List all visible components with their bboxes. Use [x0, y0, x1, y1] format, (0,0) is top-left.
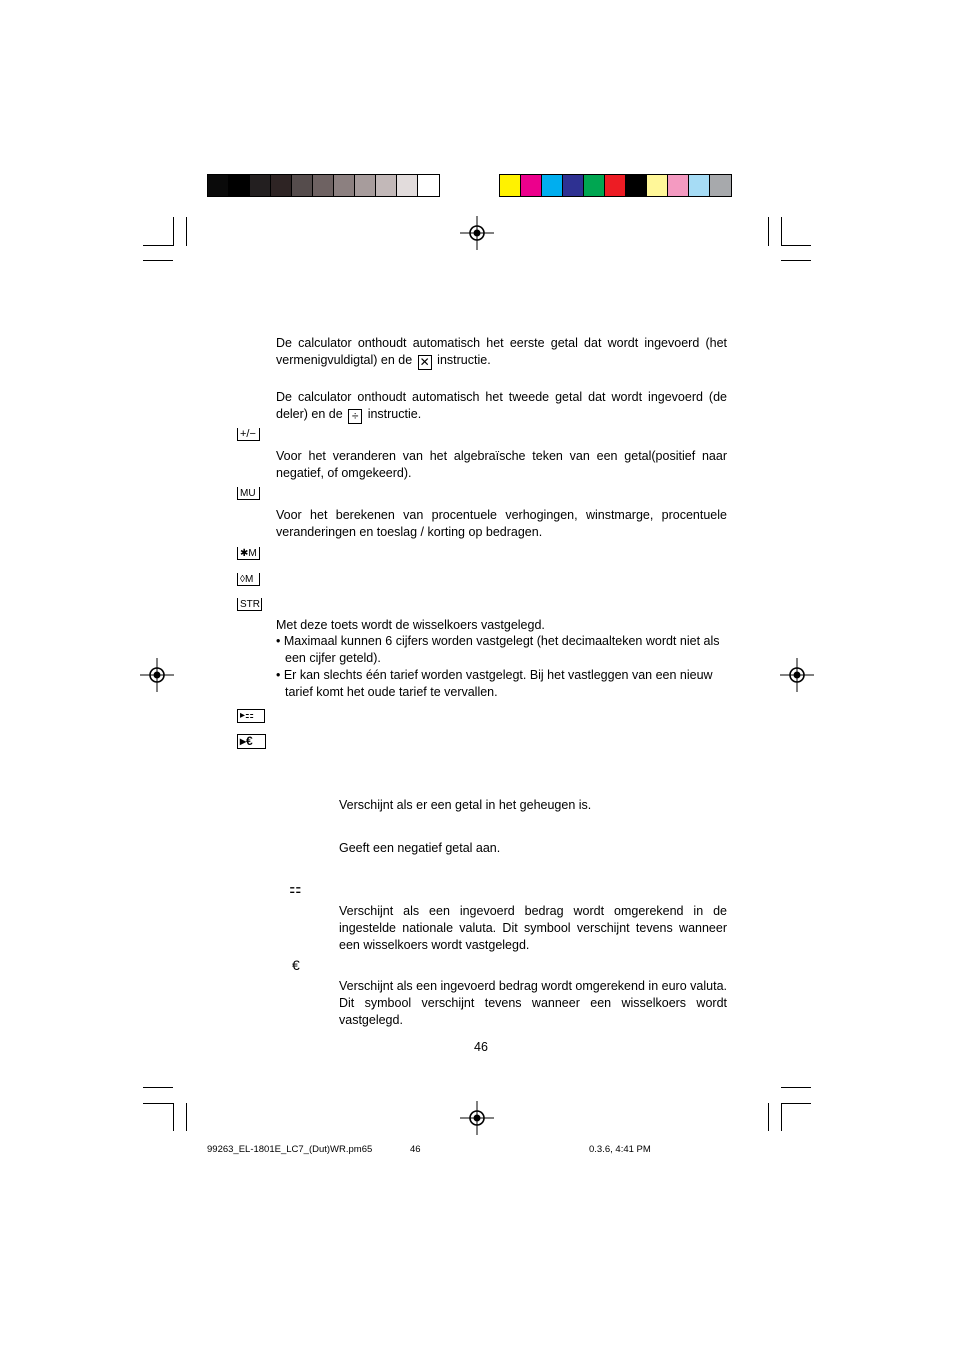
registration-mark-icon	[460, 216, 494, 250]
color-swatch	[250, 175, 271, 196]
registration-mark-icon	[140, 658, 174, 692]
multiplier-paragraph	[276, 335, 727, 370]
page-number: 46	[474, 1040, 488, 1054]
crop-mark	[143, 1087, 173, 1088]
color-swatch	[418, 175, 439, 196]
color-swatch	[376, 175, 397, 196]
crop-mark	[173, 1103, 174, 1131]
crop-mark	[143, 260, 173, 261]
crop-mark	[781, 1087, 811, 1088]
str-description: Met deze toets wordt de wisselkoers vastgelegd.	[276, 618, 545, 632]
memory-minus-key-icon: ◊M	[237, 573, 260, 586]
mu-key-icon: MU	[237, 487, 260, 500]
str-key-icon: STR	[237, 598, 262, 611]
registration-mark-icon	[780, 658, 814, 692]
color-swatch	[271, 175, 292, 196]
multiply-key-icon: ✕	[419, 355, 430, 369]
color-swatch	[313, 175, 334, 196]
grayscale-color-bar	[207, 174, 440, 197]
str-bullet-2: • Er kan slechts één tarief worden vastgelegt. Bij het vastleggen van een nieuw tarief komt het oude tarief te vervallen.	[276, 668, 713, 699]
color-swatch	[710, 175, 731, 196]
convert-to-euro-key-label: ▸€	[240, 734, 253, 748]
registration-mark-icon	[460, 1101, 494, 1135]
crop-mark	[143, 1103, 173, 1104]
divisor-text: De calculator onthoudt automatisch het tweede getal dat wordt ingevoerd (de deler) en de	[276, 390, 727, 421]
color-swatch	[605, 175, 626, 196]
negative-symbol-description: Geeft een negatief getal aan.	[339, 841, 501, 855]
local-currency-description: Verschijnt als een ingevoerd bedrag wordt omgerekend in de ingestelde nationale valuta. Dit symbool verschijnt tevens wanneer een wisselkoers wordt vastgelegd.	[339, 904, 727, 952]
crop-mark	[781, 217, 782, 246]
euro-symbol-icon: €	[292, 957, 300, 973]
color-swatch	[292, 175, 313, 196]
color-swatch	[563, 175, 584, 196]
color-swatch	[626, 175, 647, 196]
convert-to-euro-key-icon	[237, 734, 266, 749]
memory-symbol-description: Verschijnt als er een getal in het geheugen is.	[339, 798, 592, 812]
mu-description: Voor het berekenen van procentuele verhogingen, winstmarge, procentuele veranderingen en toeslag / korting op bedragen.	[276, 508, 727, 539]
color-swatch	[500, 175, 521, 196]
multiplier-text-end: instructie.	[437, 353, 491, 367]
color-swatch	[355, 175, 376, 196]
divisor-paragraph	[276, 389, 727, 424]
color-swatch	[397, 175, 418, 196]
crop-mark	[781, 1103, 782, 1131]
crop-mark	[143, 245, 173, 246]
crop-mark	[781, 245, 811, 246]
divisor-text-end: instructie.	[367, 407, 422, 421]
crop-mark	[186, 217, 187, 246]
crop-mark	[781, 260, 811, 261]
color-swatch	[668, 175, 689, 196]
crop-mark	[768, 1103, 769, 1131]
color-swatch	[689, 175, 710, 196]
sign-change-key-icon: +/−	[237, 428, 260, 441]
color-swatch	[208, 175, 229, 196]
process-color-bar	[499, 174, 732, 197]
str-bullet-1: • Maximaal kunnen 6 cijfers worden vastgelegt (het decimaalteken wordt niet als een cijfer geteld).	[276, 634, 720, 665]
color-swatch	[521, 175, 542, 196]
local-currency-symbol-icon: ⚏	[289, 880, 302, 896]
crop-mark	[781, 1103, 811, 1104]
crop-mark	[186, 1103, 187, 1131]
convert-to-local-key-label: ▸⚏	[240, 710, 254, 721]
crop-mark	[768, 217, 769, 246]
euro-description: Verschijnt als een ingevoerd bedrag wordt omgerekend in euro valuta. Dit symbool verschijnt tevens wanneer een wisselkoers wordt vastgelegd.	[339, 979, 727, 1027]
crop-mark	[173, 217, 174, 246]
multiplier-text: De calculator onthoudt automatisch het eerste getal dat wordt ingevoerd (het vermenigvuldigtal) en de	[276, 336, 727, 367]
color-swatch	[584, 175, 605, 196]
sign-change-description: Voor het veranderen van het algebraïsche teken van een getal(positief naar negatief, of omgekeerd).	[276, 449, 727, 480]
color-swatch	[542, 175, 563, 196]
divide-key-icon: ÷	[348, 409, 362, 424]
footer-date: 0.3.6, 4:41 PM	[589, 1144, 651, 1155]
color-swatch	[334, 175, 355, 196]
color-swatch	[229, 175, 250, 196]
convert-to-local-key-icon	[237, 709, 265, 723]
memory-plus-key-icon: ✱M	[237, 547, 260, 560]
footer-filename: 99263_EL-1801E_LC7_(Dut)WR.pm65	[207, 1144, 373, 1155]
color-swatch	[647, 175, 668, 196]
footer-page: 46	[410, 1144, 421, 1155]
